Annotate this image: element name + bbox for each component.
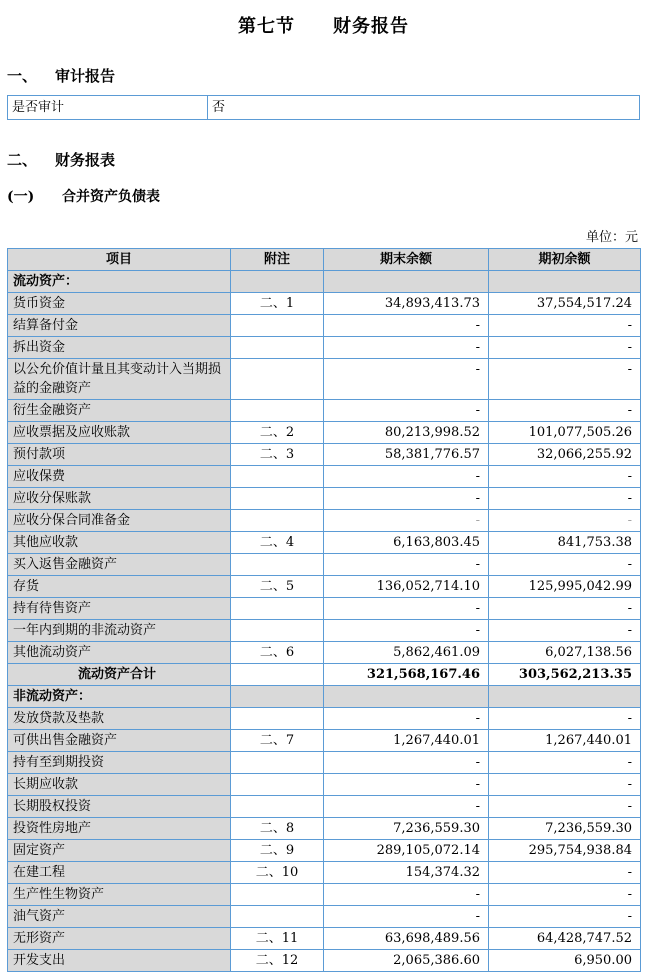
table-row — [8, 400, 641, 422]
item-cell: 应收分保合同准备金 — [8, 510, 231, 532]
beginning-balance-cell: - — [489, 488, 641, 510]
item-cell: 买入返售金融资产 — [8, 554, 231, 576]
table-row — [8, 796, 641, 818]
table-row — [8, 293, 641, 315]
note-cell — [231, 664, 324, 686]
section-title: 财务报表 — [55, 151, 116, 169]
table-row — [8, 818, 641, 840]
ending-balance-cell: 1,267,440.01 — [324, 730, 489, 752]
item-cell: 应收分保账款 — [8, 488, 231, 510]
item-cell: 投资性房地产 — [8, 818, 231, 840]
beginning-balance-cell: - — [489, 862, 641, 884]
item-cell: 持有待售资产 — [8, 598, 231, 620]
note-cell: 二、1 — [231, 293, 324, 315]
item-cell: 无形资产 — [8, 928, 231, 950]
note-cell — [231, 620, 324, 642]
ending-balance-cell: - — [324, 554, 489, 576]
beginning-balance-cell: 303,562,213.35 — [489, 664, 641, 686]
note-cell: 二、2 — [231, 422, 324, 444]
item-cell: 固定资产 — [8, 840, 231, 862]
ending-balance-cell: - — [324, 466, 489, 488]
table-row — [8, 774, 641, 796]
table-row — [8, 840, 641, 862]
table-row — [8, 554, 641, 576]
table-row — [8, 510, 641, 532]
ending-balance-cell: 7,236,559.30 — [324, 818, 489, 840]
beginning-balance-cell: - — [489, 337, 641, 359]
table-row — [8, 642, 641, 664]
note-cell — [231, 708, 324, 730]
table-row — [8, 444, 641, 466]
beginning-balance-cell: 37,554,517.24 — [489, 293, 641, 315]
note-cell — [231, 466, 324, 488]
note-cell: 二、4 — [231, 532, 324, 554]
beginning-balance-cell: 125,995,042.99 — [489, 576, 641, 598]
beginning-balance-cell: 6,027,138.56 — [489, 642, 641, 664]
beginning-balance-cell: - — [489, 796, 641, 818]
ending-balance-cell: 321,568,167.46 — [324, 664, 489, 686]
beginning-balance-cell: - — [489, 906, 641, 928]
item-cell: 以公允价值计量且其变动计入当期损益的金融资产 — [8, 359, 231, 400]
table-row — [8, 950, 641, 972]
note-cell — [231, 488, 324, 510]
section-heading-audit-report — [7, 65, 640, 86]
item-cell: 应收保费 — [8, 466, 231, 488]
item-cell: 其他应收款 — [8, 532, 231, 554]
table-row — [8, 466, 641, 488]
beginning-balance-cell: - — [489, 884, 641, 906]
table-row — [8, 708, 641, 730]
item-cell: 发放贷款及垫款 — [8, 708, 231, 730]
ending-balance-cell: - — [324, 337, 489, 359]
beginning-balance-cell: - — [489, 510, 641, 532]
table-row — [8, 488, 641, 510]
table-row — [8, 730, 641, 752]
ending-balance-cell: 289,105,072.14 — [324, 840, 489, 862]
ending-balance-cell: - — [324, 884, 489, 906]
item-cell: 流动资产合计 — [8, 664, 231, 686]
audit-table — [7, 95, 640, 120]
balance-sheet-body — [8, 271, 641, 972]
table-row — [8, 686, 641, 708]
item-cell: 生产性生物资产 — [8, 884, 231, 906]
table-row — [8, 620, 641, 642]
beginning-balance-cell: 6,950.00 — [489, 950, 641, 972]
item-cell: 开发支出 — [8, 950, 231, 972]
table-row — [8, 752, 641, 774]
section-number: 一、 — [7, 67, 38, 85]
item-cell: 预付款项 — [8, 444, 231, 466]
section-number: 二、 — [7, 151, 38, 169]
note-cell: 二、3 — [231, 444, 324, 466]
note-cell: 二、7 — [231, 730, 324, 752]
note-cell — [231, 884, 324, 906]
beginning-balance-cell: 32,066,255.92 — [489, 444, 641, 466]
item-cell: 可供出售金融资产 — [8, 730, 231, 752]
ending-balance-cell: - — [324, 796, 489, 818]
item-cell: 存货 — [8, 576, 231, 598]
ending-balance-cell: - — [324, 752, 489, 774]
note-cell — [231, 271, 324, 293]
audit-question-cell: 是否审计 — [8, 96, 208, 120]
ending-balance-cell: 154,374.32 — [324, 862, 489, 884]
note-cell: 二、12 — [231, 950, 324, 972]
ending-balance-cell: 6,163,803.45 — [324, 532, 489, 554]
ending-balance-cell: - — [324, 488, 489, 510]
table-row — [8, 315, 641, 337]
beginning-balance-cell: - — [489, 315, 641, 337]
table-row — [8, 862, 641, 884]
note-cell — [231, 359, 324, 400]
item-cell: 流动资产： — [8, 271, 231, 293]
table-row — [8, 532, 641, 554]
item-cell: 结算备付金 — [8, 315, 231, 337]
item-cell: 其他流动资产 — [8, 642, 231, 664]
beginning-balance-cell: - — [489, 620, 641, 642]
note-cell: 二、8 — [231, 818, 324, 840]
note-cell: 二、11 — [231, 928, 324, 950]
note-cell — [231, 686, 324, 708]
page-title: 第七节 财务报告 — [238, 16, 409, 37]
table-row — [8, 906, 641, 928]
ending-balance-cell: 58,381,776.57 — [324, 444, 489, 466]
item-cell: 长期股权投资 — [8, 796, 231, 818]
beginning-balance-cell — [489, 686, 641, 708]
item-cell: 应收票据及应收账款 — [8, 422, 231, 444]
item-cell: 油气资产 — [8, 906, 231, 928]
beginning-balance-cell: 64,428,747.52 — [489, 928, 641, 950]
subsection-number: (一) — [7, 189, 35, 205]
beginning-balance-cell: 295,754,938.84 — [489, 840, 641, 862]
beginning-balance-cell: - — [489, 774, 641, 796]
note-cell — [231, 796, 324, 818]
ending-balance-cell: 136,052,714.10 — [324, 576, 489, 598]
item-cell: 衍生金融资产 — [8, 400, 231, 422]
ending-balance-cell: - — [324, 359, 489, 400]
unit-label: 单位：元 — [585, 230, 638, 245]
beginning-balance-cell: 841,753.38 — [489, 532, 641, 554]
header-beginning-balance: 期初余额 — [489, 249, 641, 271]
ending-balance-cell: - — [324, 315, 489, 337]
table-row — [8, 884, 641, 906]
header-note: 附注 — [231, 249, 324, 271]
ending-balance-cell: - — [324, 510, 489, 532]
item-cell: 长期应收款 — [8, 774, 231, 796]
ending-balance-cell: - — [324, 598, 489, 620]
note-cell: 二、10 — [231, 862, 324, 884]
table-row — [8, 96, 640, 120]
note-cell — [231, 598, 324, 620]
ending-balance-cell: 34,893,413.73 — [324, 293, 489, 315]
beginning-balance-cell: - — [489, 466, 641, 488]
note-cell — [231, 337, 324, 359]
note-cell — [231, 510, 324, 532]
ending-balance-cell: - — [324, 774, 489, 796]
beginning-balance-cell: 1,267,440.01 — [489, 730, 641, 752]
item-cell: 货币资金 — [8, 293, 231, 315]
ending-balance-cell: - — [324, 906, 489, 928]
beginning-balance-cell — [489, 271, 641, 293]
item-cell: 拆出资金 — [8, 337, 231, 359]
item-cell: 在建工程 — [8, 862, 231, 884]
item-cell: 非流动资产： — [8, 686, 231, 708]
ending-balance-cell: - — [324, 400, 489, 422]
note-cell: 二、9 — [231, 840, 324, 862]
item-cell: 一年内到期的非流动资产 — [8, 620, 231, 642]
audit-answer-cell: 否 — [208, 96, 640, 120]
section-title: 审计报告 — [55, 67, 116, 85]
beginning-balance-cell: 101,077,505.26 — [489, 422, 641, 444]
section-heading-financial-statements — [7, 149, 640, 170]
item-cell: 持有至到期投资 — [8, 752, 231, 774]
beginning-balance-cell: - — [489, 359, 641, 400]
ending-balance-cell: - — [324, 620, 489, 642]
header-ending-balance: 期末余额 — [324, 249, 489, 271]
header-item: 项目 — [8, 249, 231, 271]
beginning-balance-cell: - — [489, 598, 641, 620]
table-header-row — [8, 249, 641, 271]
beginning-balance-cell: - — [489, 400, 641, 422]
ending-balance-cell — [324, 271, 489, 293]
table-row — [8, 337, 641, 359]
note-cell — [231, 400, 324, 422]
table-row — [8, 576, 641, 598]
note-cell — [231, 554, 324, 576]
ending-balance-cell: 63,698,489.56 — [324, 928, 489, 950]
table-row — [8, 664, 641, 686]
balance-sheet-table — [7, 248, 641, 972]
beginning-balance-cell: - — [489, 708, 641, 730]
ending-balance-cell: 5,862,461.09 — [324, 642, 489, 664]
note-cell: 二、6 — [231, 642, 324, 664]
beginning-balance-cell: - — [489, 752, 641, 774]
beginning-balance-cell: - — [489, 554, 641, 576]
subsection-heading-balance-sheet — [7, 186, 640, 206]
note-cell: 二、5 — [231, 576, 324, 598]
ending-balance-cell: 2,065,386.60 — [324, 950, 489, 972]
beginning-balance-cell: 7,236,559.30 — [489, 818, 641, 840]
ending-balance-cell — [324, 686, 489, 708]
table-row — [8, 598, 641, 620]
note-cell — [231, 774, 324, 796]
ending-balance-cell: 80,213,998.52 — [324, 422, 489, 444]
note-cell — [231, 315, 324, 337]
subsection-title: 合并资产负债表 — [62, 189, 160, 205]
table-row — [8, 359, 641, 400]
note-cell — [231, 906, 324, 928]
table-row — [8, 422, 641, 444]
note-cell — [231, 752, 324, 774]
table-row — [8, 271, 641, 293]
ending-balance-cell: - — [324, 708, 489, 730]
